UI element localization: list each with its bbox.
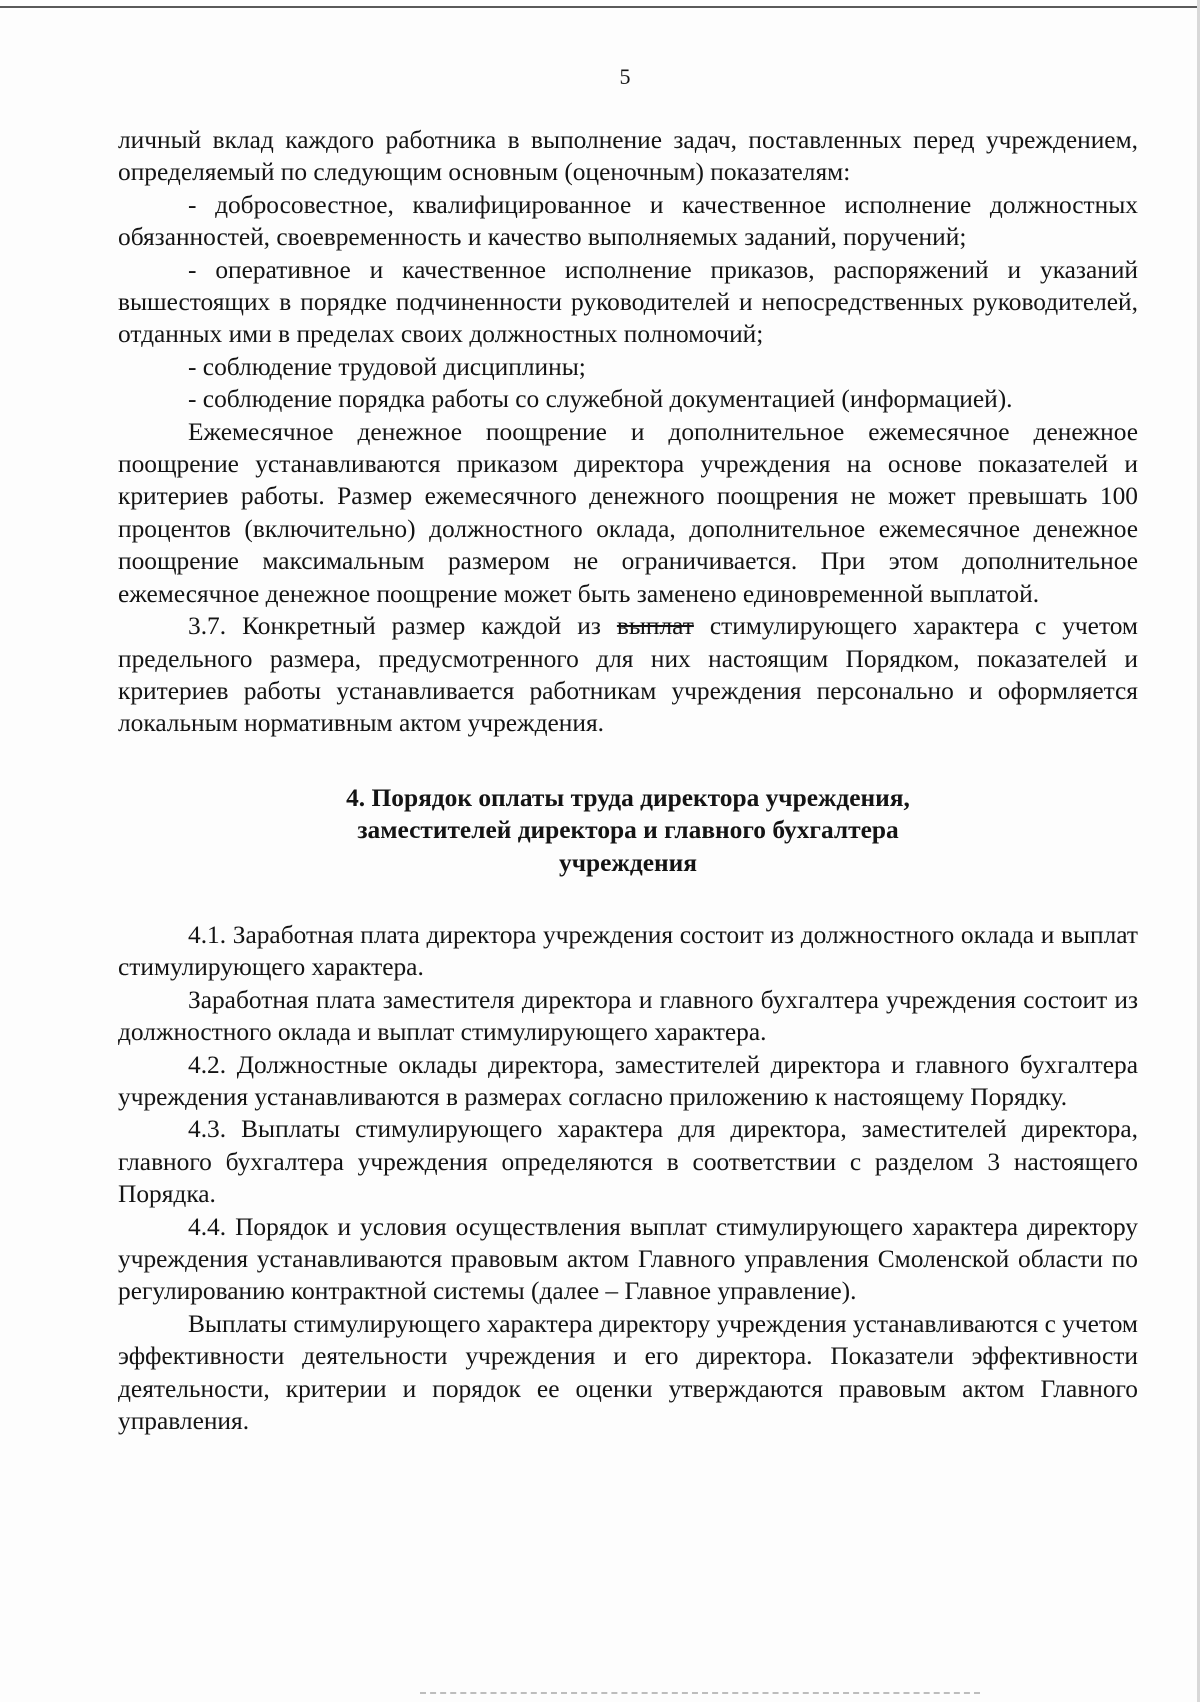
list-item-operational: - оперативное и качественное исполнение приказов, распоряжений и указаний вышестоящих в порядке подчиненности руководителей и непосредственных руководителей, отданных ими в пределах своих должностных полномочий; <box>118 255 1138 349</box>
paragraph-3-7-after: стимулирующего характера с учетом предельного размера, предусмотренного для них настоящим Порядком, показателей и критериев работы устанавливается работникам учреждения персонально и оформляется локальным нормативным актом учреждения. <box>118 612 1138 738</box>
paragraph-4-1: 4.1. Заработная плата директора учреждения состоит из должностного оклада и выплат стимулирующего характера. <box>118 920 1138 982</box>
paragraph-3-7 <box>118 610 1138 740</box>
scan-bottom-marks <box>420 1692 980 1696</box>
paragraph-4-2: 4.2. Должностные оклады директора, заместителей директора и главного бухгалтера учреждения устанавливаются в размерах согласно приложению к настоящему Порядку. <box>118 1050 1138 1111</box>
paragraph-director-incentive: Выплаты стимулирующего характера директору учреждения устанавливаются с учетом эффективности деятельности учреждения и его директора. Показатели эффективности деятельности, критерии и порядок ее оценки утверждаются правовым актом Главного управления. <box>118 1309 1138 1436</box>
paragraph-monthly-bonus: Ежемесячное денежное поощрение и дополнительное ежемесячное денежное поощрение устанавливаются приказом директора учреждения на основе показателей и критериев работы. Размер ежемесячного денежного поощрения не может превышать 100 процентов (включительно) должностного оклада, дополнительное ежемесячное денежное поощрение максимальным размером не ограничивается. При этом дополнительное ежемесячное денежное поощрение может быть заменено единовременной выплатой. <box>118 417 1138 608</box>
document-body <box>118 124 1138 1437</box>
page-number: 5 <box>619 64 631 89</box>
heading-line-1: 4. Порядок оплаты труда директора учреждения, <box>346 783 910 812</box>
section-heading-4 <box>118 782 1138 879</box>
list-item-conscientious: - добросовестное, квалифицированное и качественное исполнение должностных обязанностей, своевременность и качество выполняемых заданий, поручений; <box>118 190 1138 252</box>
scan-edge-top <box>0 6 1200 8</box>
paragraph-continuation: личный вклад каждого работника в выполнение задач, поставленных перед учреждением, определяемый по следующим основным (оценочным) показателям: <box>118 126 1138 187</box>
struck-word: выплат <box>616 612 694 641</box>
paragraph-deputy-salary: Заработная плата заместителя директора и главного бухгалтера учреждения состоит из должностного оклада и выплат стимулирующего характера. <box>118 985 1138 1047</box>
paragraph-4-3: 4.3. Выплаты стимулирующего характера для директора, заместителей директора, главного бухгалтера учреждения определяются в соответствии с разделом 3 настоящего Порядка. <box>118 1115 1138 1209</box>
heading-line-2: заместителей директора и главного бухгалтера <box>357 816 899 845</box>
paragraph-4-4: 4.4. Порядок и условия осуществления выплат стимулирующего характера директору учреждения устанавливаются правовым актом Главного управления Смоленской области по регулированию контрактной системы (далее – Главное управление). <box>118 1212 1138 1306</box>
paragraph-3-7-before: 3.7. Конкретный размер каждой из <box>188 612 617 641</box>
list-item-discipline: - соблюдение трудовой дисциплины; <box>188 352 586 381</box>
heading-line-3: учреждения <box>559 848 697 877</box>
list-item-documentation: - соблюдение порядка работы со служебной документацией (информацией). <box>188 385 1013 414</box>
